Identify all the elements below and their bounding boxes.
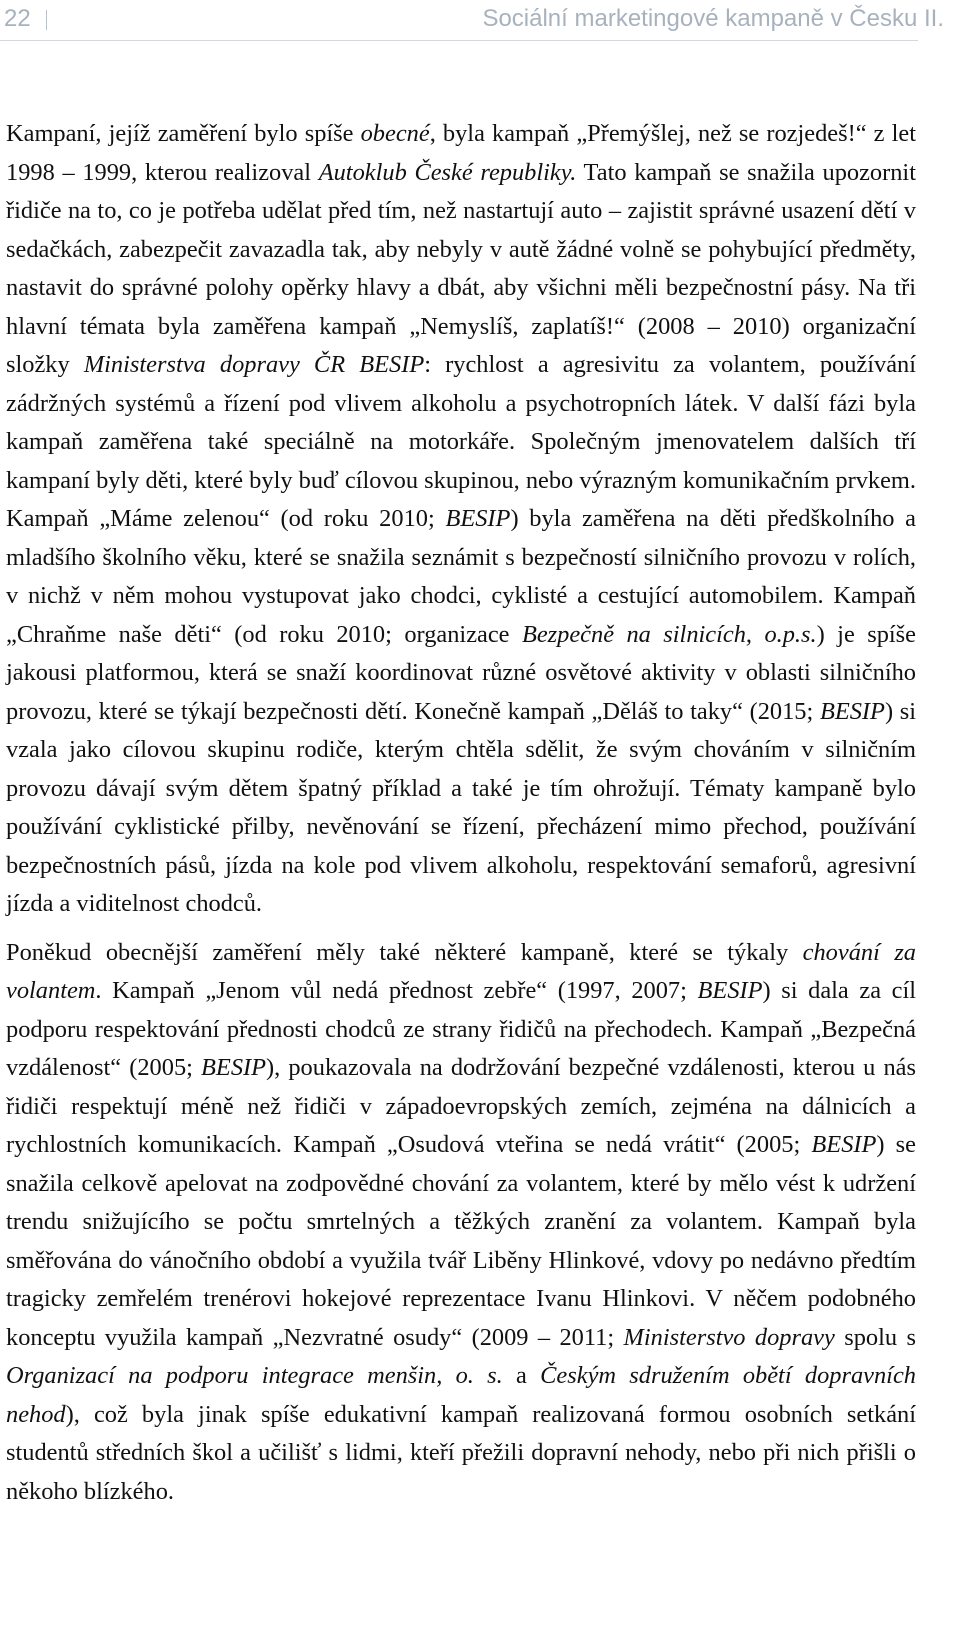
text-run: ) se snažila celkově apelovat na zodpovědné chování za volantem, které by mělo vést k udržení trendu snižujícího se počtu smrtelných a těžkých zranění za volantem. Kampaň byla směřována do vánočního období a využila tvář Liběny Hlinkové, vdovy po nedávno předtím tragicky zemřelém trenérovi hokejové reprezentace Ivanu Hlinkovi. V něčem podobného konceptu využila kampaň „Nezvratné osudy“ (2009 – 2011; — [6, 1131, 916, 1351]
header-rule — [0, 40, 918, 41]
italic-text-run: obecné — [360, 120, 430, 147]
italic-text-run: Ministerstvo dopravy — [623, 1323, 835, 1351]
text-run: ), což byla jinak spíše edukativní kampaň realizovaná formou osobních setkání studentů středních škol a učilišť s lidmi, kteří přežili dopravní nehody, nebo při nich přišli o někoho blízkého. — [6, 1400, 916, 1505]
page-number: 22 — [4, 5, 31, 32]
text-run: ) si dala za cíl podporu respektování přednosti chodců ze strany řidičů na přechodech. Kampaň „Bezpečná vzdálenost“ (2005; — [6, 977, 917, 1081]
text-run: : rychlost a agresivitu za volantem, používání zádržných systémů a řízení pod vlivem alkoholu a psychotropních látek. V další fázi byla kampaň zaměřena také speciálně na motorkáře. Společným jmenovatelem dalších tří kampaní byly děti, které byly buď cílovou skupinou, nebo výrazným komunikačním prvkem. Kampaň „Máme zelenou“ (od roku 2010; — [6, 351, 917, 532]
body-text — [6, 115, 916, 1511]
header-separator — [46, 10, 47, 30]
paragraph — [6, 934, 916, 1512]
italic-text-run: Organizací na podporu integrace menšin, o. s. — [6, 1362, 503, 1389]
text-run: a — [502, 1362, 541, 1389]
italic-text-run: BESIP — [819, 697, 885, 725]
paragraph — [6, 115, 916, 924]
italic-text-run: Českým sdružením obětí dopravních nehod — [6, 1362, 916, 1428]
text-run: ), poukazovala na dodržování bezpečné vzdálenosti, kterou u nás řidiči respektují méně než řidiči v západoevropských zemích, zejména na dálnicích a rychlostních komunikacích. Kampaň „Osudová vteřina se nedá vrátit“ (2005; — [6, 1054, 916, 1158]
italic-text-run: BESIP — [445, 505, 511, 532]
text-run: Tato kampaň se snažila upozornit řidiče na to, co je potřeba udělat před tím, než nastartují auto – zajistit správné usazení dětí v sedačkách, zabezpečit zavazadla tak, aby nebyly v autě žádné volně se pohybující předměty, nastavit do správné polohy opěrky hlavy a dbát, aby všichni měli bezpečnostní pásy. Na tři hlavní témata byla zaměřena kampaň „Nemyslíš, zaplatíš!“ (2008 – 2010) organizační složky — [6, 158, 916, 378]
page-header — [0, 0, 960, 48]
text-run: Kampaní, jejíž zaměření bylo spíše — [6, 120, 361, 147]
italic-text-run: BESIP — [697, 977, 763, 1004]
text-run: ) si vzala jako cílovou skupinu rodiče, kterým chtěla sdělit, že svým chováním v silničním provozu dávají svým dětem špatný příklad a také je tím ohrožují. Tématy kampaně bylo používání cyklistické přilby, nevěnování se řízení, přecházení mimo přechod, používání bezpečnostních pásů, jízda na kole pod vlivem alkoholu, respektování semaforů, agresivní jízda a viditelnost chodců. — [6, 697, 916, 917]
italic-text-run: Bezpečně na silnicích, o.p.s. — [521, 620, 817, 648]
text-run: spolu s — [834, 1323, 916, 1351]
text-run: . Kampaň „Jenom vůl nedá přednost zebře“ (1997, 2007; — [95, 977, 698, 1004]
running-title: Sociální marketingové kampaně v Česku II. — [482, 5, 944, 32]
italic-text-run: chování za volantem — [6, 938, 917, 1004]
text-run: ) je spíše jakousi platformou, která se snaží koordinovat různé osvětové aktivity v oblasti silničního provozu, které se týkají bezpečnosti dětí. Konečně kampaň „Děláš to taky“ (2015; — [6, 620, 916, 725]
text-run: Poněkud obecnější zaměření měly také některé kampaně, které se týkaly — [6, 938, 803, 966]
italic-text-run: Autoklub České republiky. — [318, 158, 577, 186]
italic-text-run: BESIP — [811, 1131, 877, 1158]
text-run: , byla kampaň „Přemýšlej, než se rozjedeš!“ z let 1998 – 1999, kterou realizoval — [6, 120, 917, 186]
italic-text-run: Ministerstva dopravy ČR BESIP — [83, 351, 425, 378]
italic-text-run: BESIP — [201, 1054, 267, 1081]
text-run: ) byla zaměřena na děti předškolního a mladšího školního věku, které se snažila seznámit s bezpečností silničního provozu v rolích, v nichž v něm mohou vystupovat jako chodci, cyklisté a cestující automobilem. Kampaň „Chraňme naše děti“ (od roku 2010; organizace — [6, 505, 916, 648]
